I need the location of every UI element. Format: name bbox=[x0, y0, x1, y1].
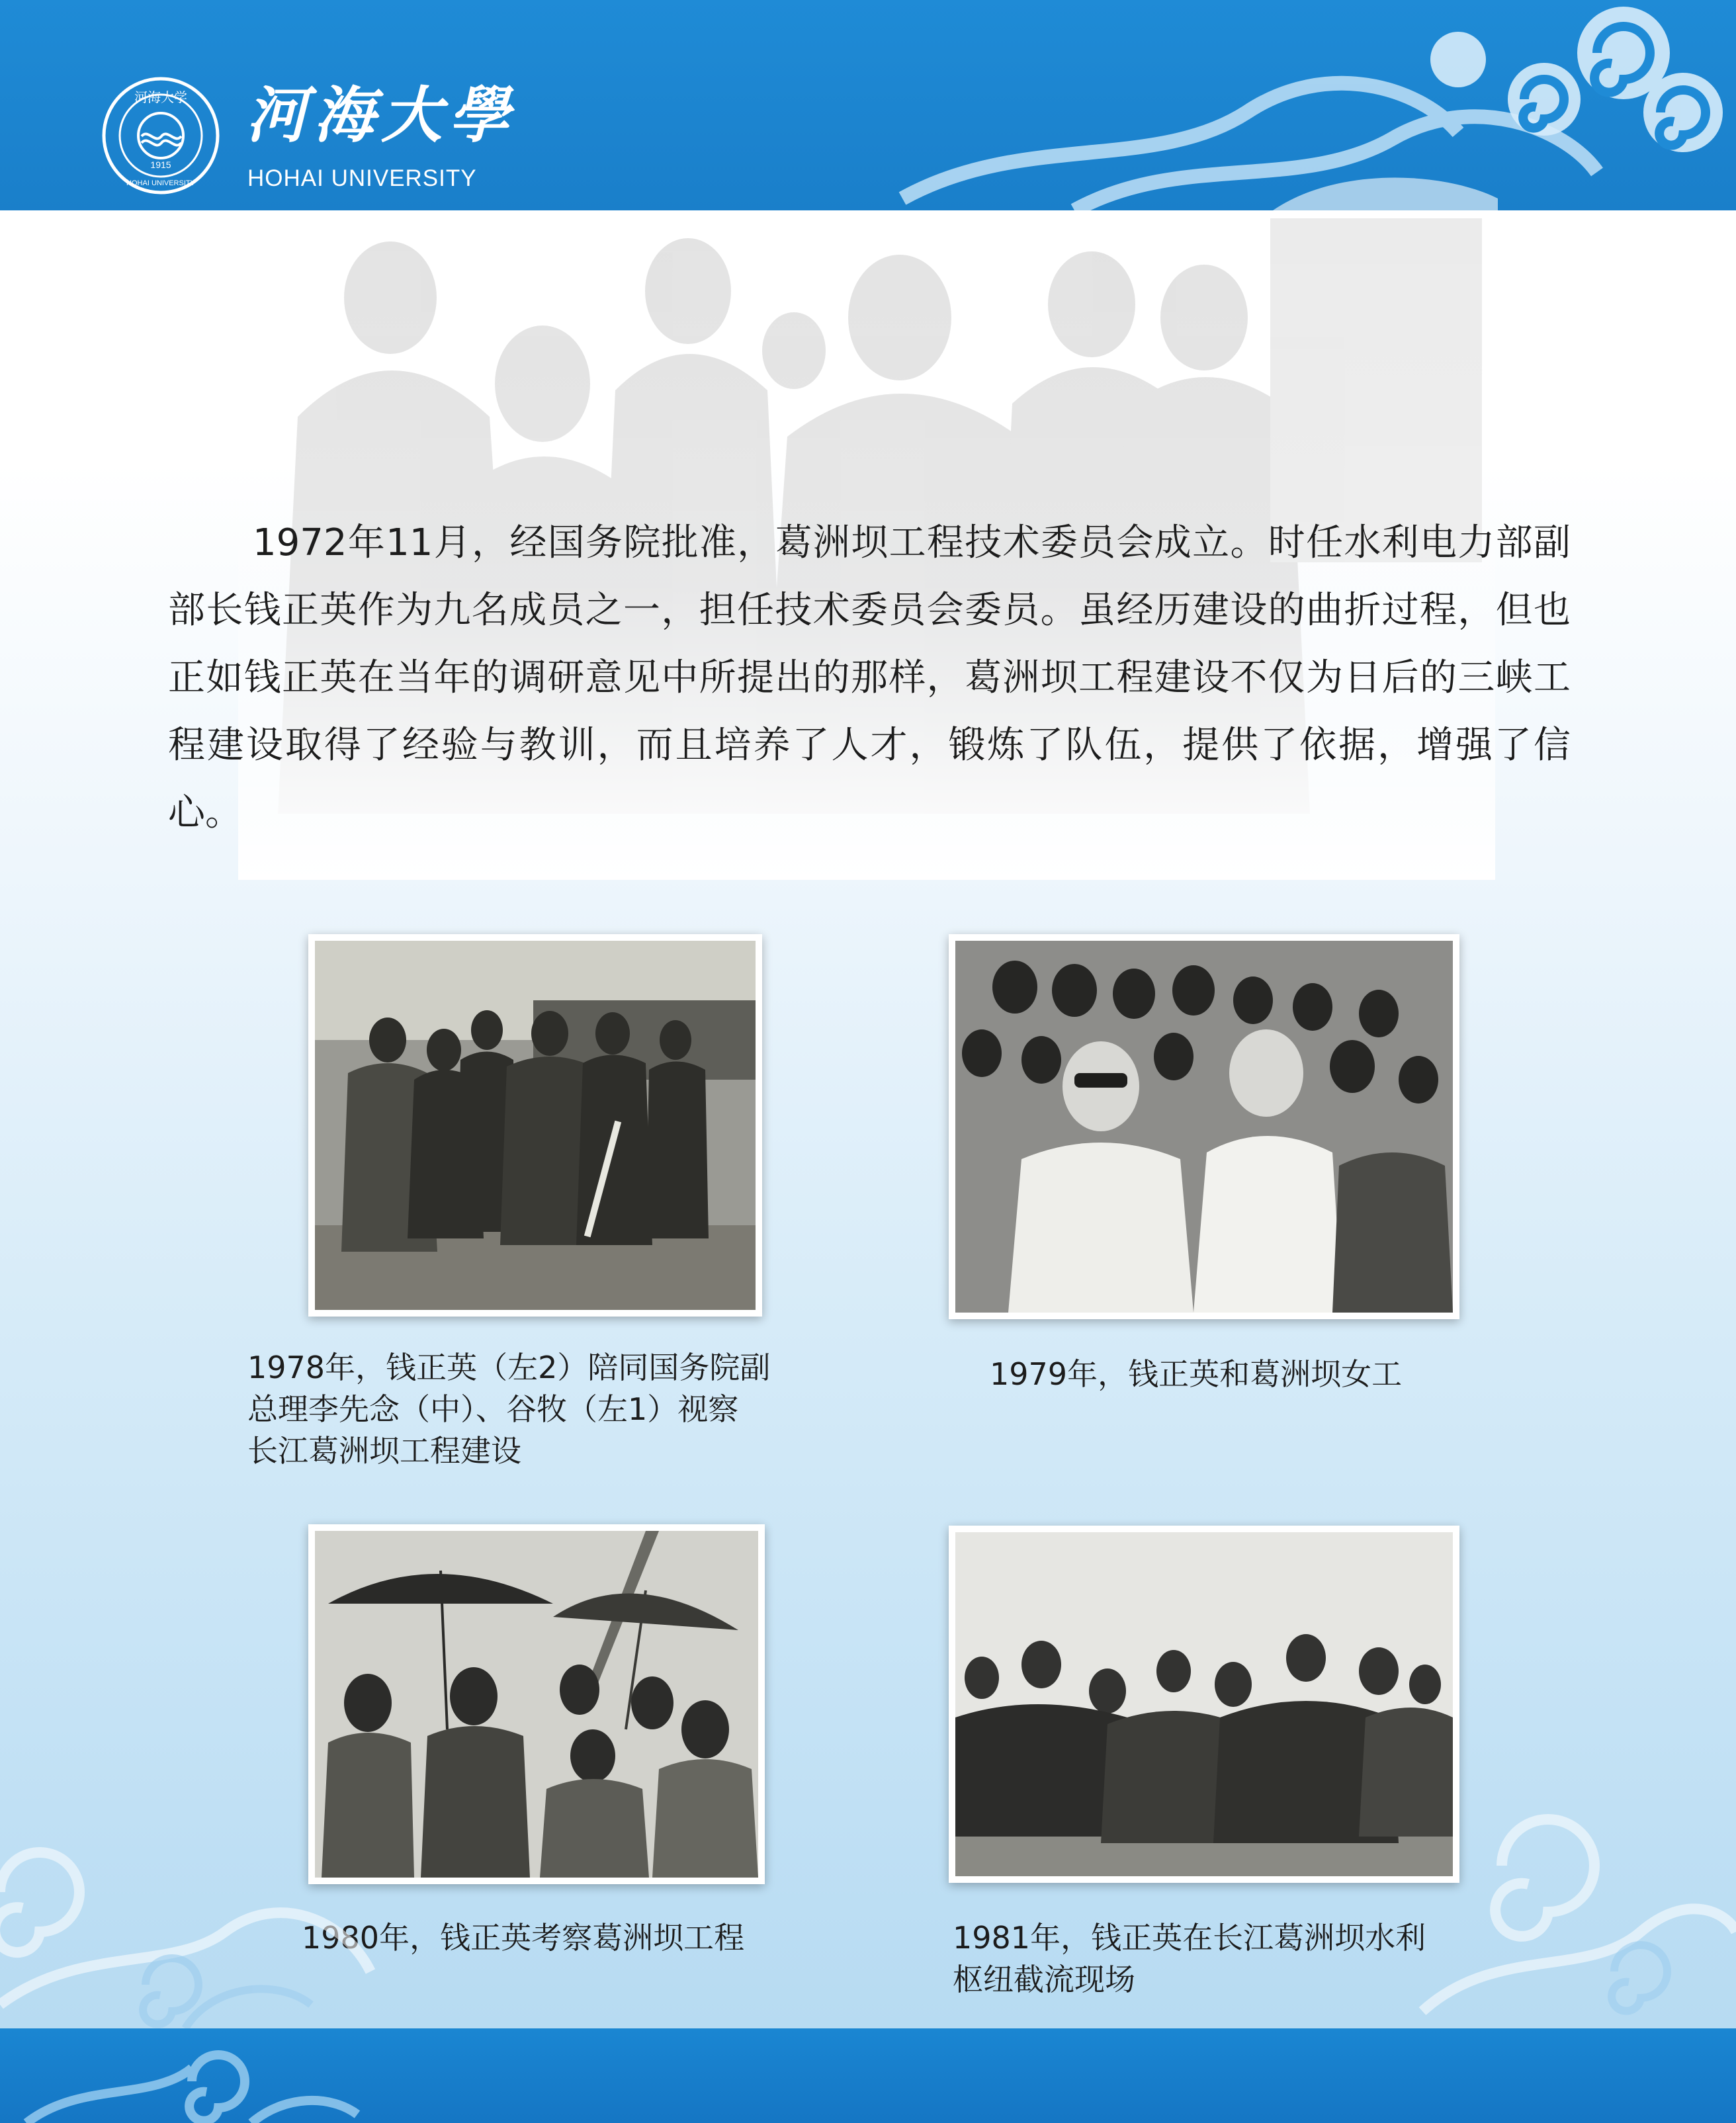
seal-ring-text: HOHAI UNIVERSITY bbox=[126, 179, 195, 187]
university-name-en: HOHAI UNIVERSITY bbox=[247, 165, 477, 191]
caption-line: 1981年，钱正英在长江葛洲坝水利 bbox=[953, 1920, 1426, 1956]
photo-1979-workers bbox=[949, 934, 1459, 1319]
footer-cloud-decoration bbox=[0, 2028, 397, 2123]
photo-1979-image bbox=[955, 941, 1453, 1313]
intro-paragraph: 1972年11月，经国务院批准，葛洲坝工程技术委员会成立。时任水利电力部副部长钱正英作为九名成员之一，担任技术委员会委员。虽经历建设的曲折过程，但也正如钱正英在当年的调研意见中所提出的那样，葛洲坝工程建设不仅为日后的三峡工程建设取得了经验与教训，而且培养了人才，锻炼了队伍，提供了依据，增强了信心。 bbox=[168, 521, 1571, 834]
footer-band bbox=[0, 2028, 1736, 2123]
page-header bbox=[0, 0, 1736, 210]
caption-line: 长江葛洲坝工程建设 bbox=[247, 1433, 521, 1469]
photo-1978-inspection bbox=[308, 934, 762, 1317]
university-name-cn: 河海大學 bbox=[246, 79, 517, 151]
caption-1978 bbox=[247, 1347, 843, 1472]
caption-line: 1980年，钱正英考察葛洲坝工程 bbox=[302, 1920, 745, 1956]
university-seal-logo bbox=[101, 75, 221, 196]
caption-line: 1979年，钱正英和葛洲坝女工 bbox=[990, 1356, 1403, 1392]
caption-1979 bbox=[990, 1354, 1493, 1395]
wave-pattern-decoration bbox=[876, 0, 1736, 210]
cloud-pattern-decoration bbox=[0, 1694, 1736, 2028]
seal-year: 1915 bbox=[150, 159, 171, 170]
caption-line: 总理李先念（中）、谷牧（左1）视察 bbox=[247, 1391, 739, 1427]
photo-1978-image bbox=[315, 941, 756, 1310]
caption-line: 1978年，钱正英（左2）陪同国务院副 bbox=[247, 1350, 771, 1385]
seal-top-text: 河海大学 bbox=[134, 89, 187, 105]
caption-line: 枢纽截流现场 bbox=[953, 1962, 1135, 1997]
